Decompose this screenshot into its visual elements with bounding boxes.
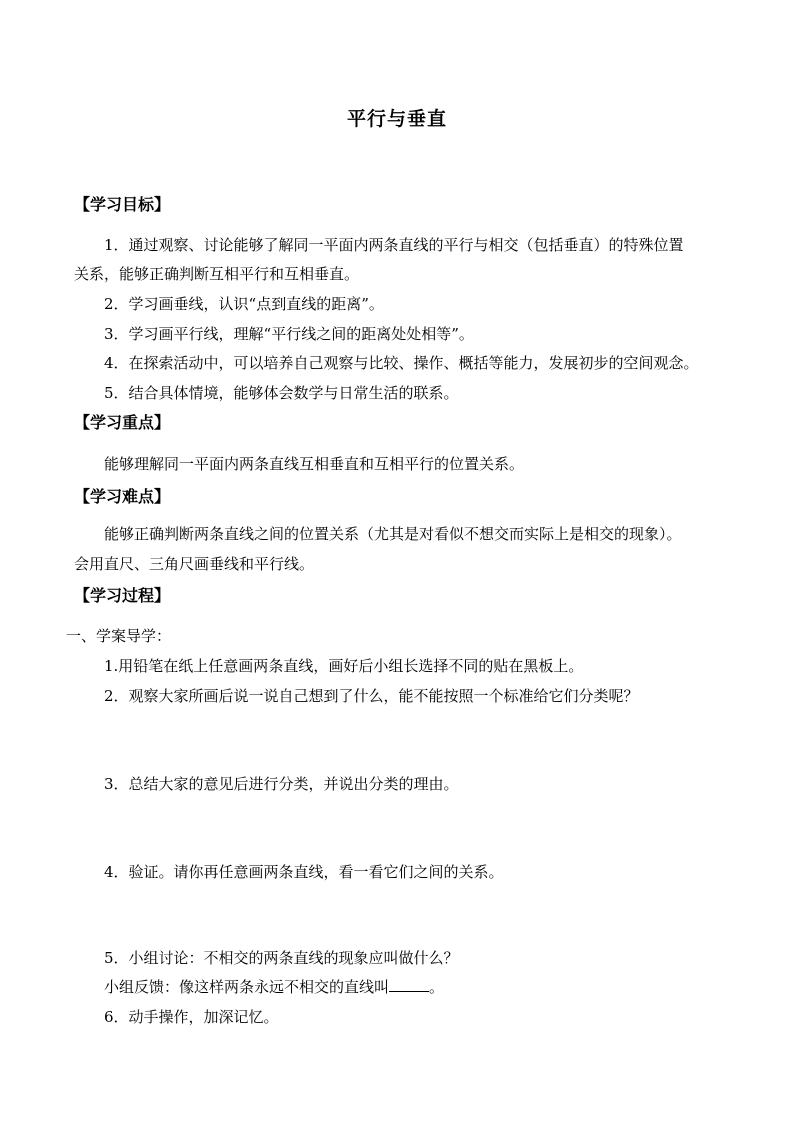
- process-subheading: 一、学案导学：: [66, 627, 172, 645]
- difficulties-heading: 【学习难点】: [74, 487, 171, 506]
- process-step: 1.用铅笔在纸上任意画两条直线，画好后小组长选择不同的贴在黑板上。: [104, 657, 584, 675]
- difficulties-text: 会用直尺、三角尺画垂线和平行线。: [74, 555, 315, 573]
- goal-item: 关系，能够正确判断互相平行和互相垂直。: [74, 265, 360, 283]
- goal-item: 2．学习画垂线，认识“点到直线的距离”。: [104, 295, 384, 313]
- key-points-heading: 【学习重点】: [74, 413, 171, 432]
- answer-blank[interactable]: [389, 977, 429, 992]
- process-step: 6．动手操作，加深记忆。: [104, 1008, 279, 1026]
- feedback-prefix: 小组反馈：像这样两条永远不相交的直线叫: [104, 978, 390, 996]
- goal-item: 4．在探索活动中，可以培养自己观察与比较、操作、概括等能力，发展初步的空间观念。: [104, 354, 699, 372]
- feedback-suffix: 。: [429, 978, 445, 996]
- process-step: 4．验证。请你再任意画两条直线，看一看它们之间的关系。: [104, 863, 504, 881]
- difficulties-text: 能够正确判断两条直线之间的位置关系（尤其是对看似不想交而实际上是相交的现象）。: [104, 525, 682, 543]
- process-step: 5．小组讨论：不相交的两条直线的现象应叫做什么？: [104, 949, 459, 967]
- goal-item: 3．学习画平行线，理解“平行线之间的距离处处相等”。: [104, 325, 474, 343]
- key-points-text: 能够理解同一平面内两条直线互相垂直和互相平行的位置关系。: [104, 455, 525, 473]
- goal-item: 5．结合具体情境，能够体会数学与日常生活的联系。: [104, 384, 459, 402]
- process-step: 3．总结大家的意见后进行分类，并说出分类的理由。: [104, 775, 459, 793]
- page-title: 平行与垂直: [346, 108, 447, 130]
- process-step: 2．观察大家所画后说一说自己想到了什么，能不能按照一个标准给它们分类呢？: [104, 687, 639, 705]
- goal-item: 1．通过观察、讨论能够了解同一平面内两条直线的平行与相交（包括垂直）的特殊位置: [104, 236, 684, 254]
- process-heading: 【学习过程】: [74, 586, 171, 605]
- feedback-line: [104, 976, 444, 997]
- goals-heading: 【学习目标】: [74, 195, 171, 214]
